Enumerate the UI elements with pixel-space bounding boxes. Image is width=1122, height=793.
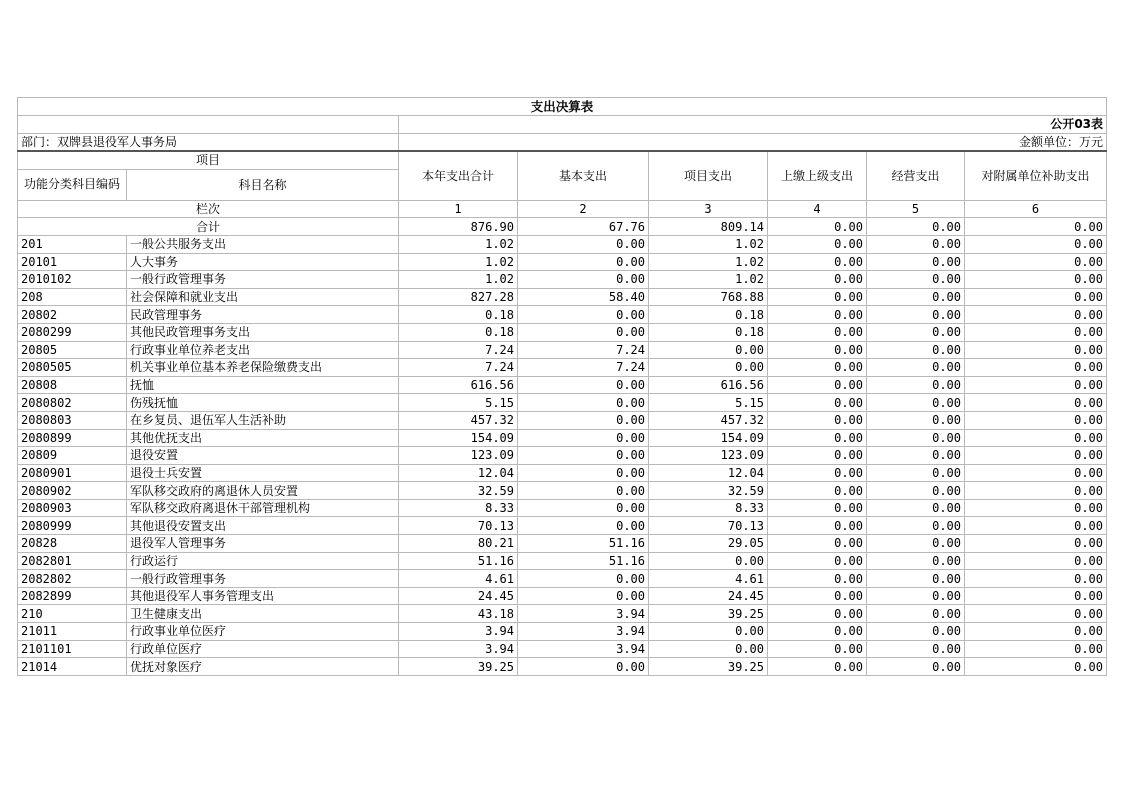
amount-cell: 1.02 xyxy=(399,271,518,289)
amount-cell: 0.00 xyxy=(965,570,1107,588)
subject-name: 一般行政管理事务 xyxy=(127,271,399,289)
project-header: 项目 xyxy=(18,151,399,169)
amount-cell: 39.25 xyxy=(649,658,768,676)
amount-cell: 0.00 xyxy=(518,306,649,324)
amount-cell: 5.15 xyxy=(399,394,518,412)
total-value: 0.00 xyxy=(965,218,1107,236)
table-row xyxy=(18,306,1107,324)
amount-cell: 0.00 xyxy=(867,429,965,447)
amount-cell: 0.00 xyxy=(518,253,649,271)
amount-cell: 0.00 xyxy=(867,552,965,570)
amount-cell: 4.61 xyxy=(649,570,768,588)
amount-cell: 457.32 xyxy=(399,411,518,429)
table-row xyxy=(18,271,1107,289)
amount-cell: 51.16 xyxy=(399,552,518,570)
amount-cell: 0.00 xyxy=(518,658,649,676)
amount-cell: 70.13 xyxy=(399,517,518,535)
index-number: 3 xyxy=(649,200,768,218)
subject-code: 201 xyxy=(18,235,127,253)
amount-cell: 0.00 xyxy=(768,482,867,500)
table-row xyxy=(18,341,1107,359)
amount-cell: 0.00 xyxy=(518,517,649,535)
subject-code: 2082899 xyxy=(18,587,127,605)
total-value: 809.14 xyxy=(649,218,768,236)
table-row xyxy=(18,253,1107,271)
table-row xyxy=(18,429,1107,447)
subject-code: 2080899 xyxy=(18,429,127,447)
amount-cell: 0.00 xyxy=(518,376,649,394)
subject-name: 行政事业单位养老支出 xyxy=(127,341,399,359)
amount-cell: 0.00 xyxy=(518,587,649,605)
subject-name: 卫生健康支出 xyxy=(127,605,399,623)
amount-cell: 0.00 xyxy=(867,658,965,676)
amount-cell: 0.00 xyxy=(518,570,649,588)
subject-name: 人大事务 xyxy=(127,253,399,271)
amount-cell: 154.09 xyxy=(649,429,768,447)
amount-cell: 0.00 xyxy=(867,570,965,588)
amount-cell: 0.00 xyxy=(965,376,1107,394)
subject-code: 2080299 xyxy=(18,323,127,341)
amount-cell: 24.45 xyxy=(399,587,518,605)
amount-cell: 0.00 xyxy=(867,482,965,500)
amount-cell: 0.00 xyxy=(965,658,1107,676)
amount-cell: 0.00 xyxy=(768,411,867,429)
amount-cell: 7.24 xyxy=(399,341,518,359)
table-row xyxy=(18,552,1107,570)
amount-cell: 0.00 xyxy=(867,411,965,429)
column-header-total: 本年支出合计 xyxy=(399,151,518,200)
total-row xyxy=(18,218,1107,236)
amount-cell: 0.00 xyxy=(768,235,867,253)
amount-cell: 0.00 xyxy=(965,623,1107,641)
amount-cell: 0.00 xyxy=(768,499,867,517)
amount-cell: 0.00 xyxy=(965,605,1107,623)
table-row xyxy=(18,235,1107,253)
amount-cell: 7.24 xyxy=(518,359,649,377)
amount-cell: 154.09 xyxy=(399,429,518,447)
column-header-basic: 基本支出 xyxy=(518,151,649,200)
amount-cell: 0.00 xyxy=(649,623,768,641)
subject-name: 一般行政管理事务 xyxy=(127,570,399,588)
subject-code: 2101101 xyxy=(18,640,127,658)
subject-name: 在乡复员、退伍军人生活补助 xyxy=(127,411,399,429)
amount-cell: 0.00 xyxy=(965,499,1107,517)
total-value: 0.00 xyxy=(768,218,867,236)
amount-cell: 70.13 xyxy=(649,517,768,535)
amount-cell: 457.32 xyxy=(649,411,768,429)
amount-cell: 0.00 xyxy=(768,394,867,412)
amount-cell: 1.02 xyxy=(649,235,768,253)
amount-cell: 3.94 xyxy=(518,605,649,623)
blank-cell xyxy=(18,116,399,134)
table-row xyxy=(18,535,1107,553)
total-value: 876.90 xyxy=(399,218,518,236)
amount-cell: 1.02 xyxy=(649,253,768,271)
amount-cell: 0.00 xyxy=(867,341,965,359)
subject-code: 210 xyxy=(18,605,127,623)
table-row xyxy=(18,623,1107,641)
amount-cell: 3.94 xyxy=(518,623,649,641)
table-row xyxy=(18,517,1107,535)
amount-cell: 0.00 xyxy=(649,359,768,377)
amount-cell: 58.40 xyxy=(518,288,649,306)
column-header-operating: 经营支出 xyxy=(867,151,965,200)
table-row xyxy=(18,411,1107,429)
subject-name: 民政管理事务 xyxy=(127,306,399,324)
amount-cell: 0.00 xyxy=(649,640,768,658)
subject-name: 退役安置 xyxy=(127,447,399,465)
amount-cell: 0.00 xyxy=(965,535,1107,553)
table-row xyxy=(18,605,1107,623)
index-label: 栏次 xyxy=(18,200,399,218)
subject-code: 20802 xyxy=(18,306,127,324)
amount-cell: 0.00 xyxy=(867,623,965,641)
amount-cell: 0.00 xyxy=(965,288,1107,306)
table-row xyxy=(18,640,1107,658)
amount-cell: 0.00 xyxy=(768,288,867,306)
total-value: 0.00 xyxy=(867,218,965,236)
amount-cell: 80.21 xyxy=(399,535,518,553)
amount-cell: 0.00 xyxy=(768,306,867,324)
index-number: 1 xyxy=(399,200,518,218)
subject-name: 抚恤 xyxy=(127,376,399,394)
amount-cell: 0.00 xyxy=(965,271,1107,289)
subject-name: 退役军人管理事务 xyxy=(127,535,399,553)
amount-cell: 0.00 xyxy=(867,517,965,535)
subject-code: 2080505 xyxy=(18,359,127,377)
amount-cell: 7.24 xyxy=(399,359,518,377)
amount-cell: 8.33 xyxy=(399,499,518,517)
subject-code: 20101 xyxy=(18,253,127,271)
amount-cell: 0.00 xyxy=(768,464,867,482)
amount-cell: 0.00 xyxy=(518,429,649,447)
amount-cell: 0.00 xyxy=(768,605,867,623)
amount-cell: 1.02 xyxy=(649,271,768,289)
amount-cell: 0.00 xyxy=(768,323,867,341)
amount-cell: 0.00 xyxy=(965,411,1107,429)
subject-name: 其他优抚支出 xyxy=(127,429,399,447)
unit-label: 金额单位：万元 xyxy=(399,133,1107,151)
amount-cell: 0.00 xyxy=(867,359,965,377)
amount-cell: 0.00 xyxy=(518,235,649,253)
subject-name: 退役士兵安置 xyxy=(127,464,399,482)
table-row xyxy=(18,323,1107,341)
amount-cell: 0.18 xyxy=(649,306,768,324)
amount-cell: 0.00 xyxy=(867,235,965,253)
amount-cell: 0.00 xyxy=(768,570,867,588)
subject-code: 21011 xyxy=(18,623,127,641)
subject-code: 20808 xyxy=(18,376,127,394)
subject-code: 2080999 xyxy=(18,517,127,535)
amount-cell: 0.00 xyxy=(768,447,867,465)
amount-cell: 0.00 xyxy=(518,394,649,412)
amount-cell: 0.00 xyxy=(965,447,1107,465)
amount-cell: 0.00 xyxy=(867,306,965,324)
amount-cell: 0.00 xyxy=(965,306,1107,324)
amount-cell: 0.00 xyxy=(867,271,965,289)
amount-cell: 3.94 xyxy=(399,640,518,658)
amount-cell: 8.33 xyxy=(649,499,768,517)
total-value: 67.76 xyxy=(518,218,649,236)
amount-cell: 0.18 xyxy=(399,323,518,341)
amount-cell: 0.00 xyxy=(965,359,1107,377)
subject-code: 2082802 xyxy=(18,570,127,588)
amount-cell: 7.24 xyxy=(518,341,649,359)
amount-cell: 0.00 xyxy=(867,376,965,394)
subject-code: 2080802 xyxy=(18,394,127,412)
amount-cell: 0.00 xyxy=(867,464,965,482)
subject-code: 208 xyxy=(18,288,127,306)
amount-cell: 12.04 xyxy=(649,464,768,482)
amount-cell: 0.00 xyxy=(768,587,867,605)
subject-name: 优抚对象医疗 xyxy=(127,658,399,676)
amount-cell: 0.00 xyxy=(867,253,965,271)
amount-cell: 0.00 xyxy=(965,517,1107,535)
amount-cell: 0.00 xyxy=(518,271,649,289)
subject-name: 其他退役安置支出 xyxy=(127,517,399,535)
amount-cell: 43.18 xyxy=(399,605,518,623)
amount-cell: 0.00 xyxy=(965,323,1107,341)
amount-cell: 0.00 xyxy=(768,623,867,641)
amount-cell: 0.00 xyxy=(867,288,965,306)
amount-cell: 768.88 xyxy=(649,288,768,306)
subject-name: 其他退役军人事务管理支出 xyxy=(127,587,399,605)
amount-cell: 827.28 xyxy=(399,288,518,306)
amount-cell: 0.00 xyxy=(518,464,649,482)
subject-name: 行政单位医疗 xyxy=(127,640,399,658)
subject-code: 2080903 xyxy=(18,499,127,517)
subject-code: 20828 xyxy=(18,535,127,553)
subject-name: 其他民政管理事务支出 xyxy=(127,323,399,341)
amount-cell: 0.00 xyxy=(965,482,1107,500)
amount-cell: 0.00 xyxy=(965,253,1107,271)
amount-cell: 0.00 xyxy=(867,447,965,465)
amount-cell: 0.00 xyxy=(768,271,867,289)
subject-name: 行政事业单位医疗 xyxy=(127,623,399,641)
amount-cell: 0.00 xyxy=(768,376,867,394)
amount-cell: 0.00 xyxy=(518,447,649,465)
amount-cell: 0.18 xyxy=(399,306,518,324)
amount-cell: 0.00 xyxy=(867,323,965,341)
amount-cell: 51.16 xyxy=(518,535,649,553)
subject-code: 2010102 xyxy=(18,271,127,289)
index-number: 4 xyxy=(768,200,867,218)
table-row xyxy=(18,482,1107,500)
amount-cell: 0.00 xyxy=(518,411,649,429)
amount-cell: 1.02 xyxy=(399,235,518,253)
index-number: 5 xyxy=(867,200,965,218)
amount-cell: 0.00 xyxy=(965,640,1107,658)
amount-cell: 0.00 xyxy=(518,323,649,341)
amount-cell: 24.45 xyxy=(649,587,768,605)
amount-cell: 0.00 xyxy=(867,499,965,517)
index-number: 2 xyxy=(518,200,649,218)
table-row xyxy=(18,570,1107,588)
amount-cell: 0.00 xyxy=(768,359,867,377)
amount-cell: 616.56 xyxy=(399,376,518,394)
amount-cell: 12.04 xyxy=(399,464,518,482)
subject-name: 行政运行 xyxy=(127,552,399,570)
subject-name: 机关事业单位基本养老保险缴费支出 xyxy=(127,359,399,377)
amount-cell: 0.00 xyxy=(649,341,768,359)
amount-cell: 0.18 xyxy=(649,323,768,341)
subject-name: 一般公共服务支出 xyxy=(127,235,399,253)
subject-code: 2080901 xyxy=(18,464,127,482)
amount-cell: 0.00 xyxy=(768,640,867,658)
amount-cell: 1.02 xyxy=(399,253,518,271)
amount-cell: 0.00 xyxy=(768,535,867,553)
amount-cell: 0.00 xyxy=(965,552,1107,570)
amount-cell: 0.00 xyxy=(867,605,965,623)
amount-cell: 3.94 xyxy=(518,640,649,658)
amount-cell: 0.00 xyxy=(965,235,1107,253)
department-label: 部门：双牌县退役军人事务局 xyxy=(18,133,399,151)
amount-cell: 29.05 xyxy=(649,535,768,553)
subject-code: 2082801 xyxy=(18,552,127,570)
amount-cell: 39.25 xyxy=(649,605,768,623)
expenditure-table xyxy=(17,97,1107,676)
amount-cell: 0.00 xyxy=(965,341,1107,359)
amount-cell: 39.25 xyxy=(399,658,518,676)
subject-name: 军队移交政府离退休干部管理机构 xyxy=(127,499,399,517)
table-row xyxy=(18,394,1107,412)
table-row xyxy=(18,587,1107,605)
amount-cell: 0.00 xyxy=(518,482,649,500)
amount-cell: 3.94 xyxy=(399,623,518,641)
amount-cell: 0.00 xyxy=(768,253,867,271)
amount-cell: 0.00 xyxy=(867,535,965,553)
subject-code: 2080902 xyxy=(18,482,127,500)
column-header-subsidy: 对附属单位补助支出 xyxy=(965,151,1107,200)
amount-cell: 0.00 xyxy=(867,640,965,658)
amount-cell: 0.00 xyxy=(965,394,1107,412)
amount-cell: 123.09 xyxy=(649,447,768,465)
subject-name: 军队移交政府的离退休人员安置 xyxy=(127,482,399,500)
amount-cell: 32.59 xyxy=(399,482,518,500)
table-row xyxy=(18,658,1107,676)
table-row xyxy=(18,288,1107,306)
amount-cell: 0.00 xyxy=(768,552,867,570)
amount-cell: 0.00 xyxy=(768,341,867,359)
column-header-remit: 上缴上级支出 xyxy=(768,151,867,200)
subject-code: 20809 xyxy=(18,447,127,465)
table-row xyxy=(18,376,1107,394)
form-number: 公开03表 xyxy=(399,116,1107,134)
amount-cell: 0.00 xyxy=(965,587,1107,605)
column-header-project: 项目支出 xyxy=(649,151,768,200)
amount-cell: 123.09 xyxy=(399,447,518,465)
amount-cell: 0.00 xyxy=(768,429,867,447)
table-title: 支出决算表 xyxy=(18,98,1107,116)
amount-cell: 0.00 xyxy=(649,552,768,570)
amount-cell: 0.00 xyxy=(965,464,1107,482)
amount-cell: 0.00 xyxy=(867,587,965,605)
subject-name: 伤残抚恤 xyxy=(127,394,399,412)
code-header: 功能分类科目编码 xyxy=(18,169,127,200)
subject-code: 2080803 xyxy=(18,411,127,429)
amount-cell: 0.00 xyxy=(768,517,867,535)
table-row xyxy=(18,447,1107,465)
amount-cell: 0.00 xyxy=(518,499,649,517)
amount-cell: 5.15 xyxy=(649,394,768,412)
table-row xyxy=(18,464,1107,482)
amount-cell: 0.00 xyxy=(965,429,1107,447)
total-label: 合计 xyxy=(18,218,399,236)
index-number: 6 xyxy=(965,200,1107,218)
amount-cell: 32.59 xyxy=(649,482,768,500)
amount-cell: 0.00 xyxy=(867,394,965,412)
table-row xyxy=(18,499,1107,517)
name-header: 科目名称 xyxy=(127,169,399,200)
amount-cell: 0.00 xyxy=(768,658,867,676)
subject-name: 社会保障和就业支出 xyxy=(127,288,399,306)
amount-cell: 616.56 xyxy=(649,376,768,394)
subject-code: 21014 xyxy=(18,658,127,676)
subject-code: 20805 xyxy=(18,341,127,359)
amount-cell: 51.16 xyxy=(518,552,649,570)
amount-cell: 4.61 xyxy=(399,570,518,588)
table-row xyxy=(18,359,1107,377)
